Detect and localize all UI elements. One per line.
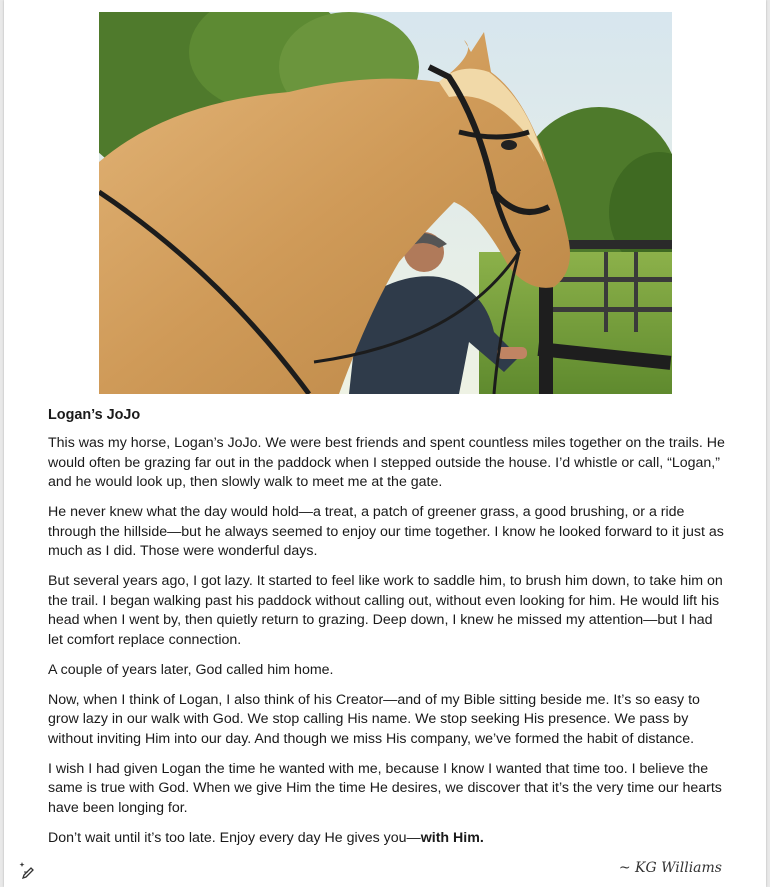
paragraph-1: This was my horse, Logan’s JoJo. We were best friends and spent countless miles together on the trails. He would often be grazing far out in the paddock when I stepped outside the house. I’d whistle or call, “Logan,” and he would look up, then slowly walk to meet me at the gate. <box>48 435 725 491</box>
paragraph-3: But several years ago, I got lazy. It started to feel like work to saddle him, to brush him down, to take him on the trail. I began walking past his paddock without calling out, without even looking for him. He would lift his head when I went by, then quietly return to grazing. Deep down, I knew he missed my attention—but I had let comfort replace connection. <box>48 573 723 648</box>
closing-paragraph <box>48 829 728 849</box>
article-title: Logan’s JoJo <box>48 407 141 423</box>
document-page <box>4 0 766 887</box>
photo-illustration <box>99 12 672 394</box>
article-body <box>48 405 728 859</box>
signature: ~ KG Williams <box>618 860 722 876</box>
sparkle-pen-icon[interactable] <box>18 860 38 880</box>
paragraph-4: A couple of years later, God called him home. <box>48 661 334 678</box>
paragraph-6: I wish I had given Logan the time he wanted with me, because I know I wanted that time too. I believe the same is true with God. When we give Him the time He desires, we discover that it’s the very time our hearts have been longing for. <box>48 760 722 816</box>
paragraph-5: Now, when I think of Logan, I also think of his Creator—and of my Bible sitting beside me. It’s so easy to grow lazy in our walk with God. We stop calling His name. We stop seeking His presence. We pass by without inviting Him into our day. And though we miss His company, we’ve formed the habit of distance. <box>48 691 700 747</box>
closing-text: Don’t wait until it’s too late. Enjoy every day He gives you— <box>48 829 421 846</box>
horse-and-man-photo[interactable] <box>99 12 672 394</box>
paragraph-2: He never knew what the day would hold—a treat, a patch of greener grass, a good brushing, or a ride through the hillside—but he always seemed to enjoy our time together. I know he looked forward to it just as much as I did. Those were wonderful days. <box>48 504 724 560</box>
closing-emphasis: with Him. <box>420 829 484 846</box>
